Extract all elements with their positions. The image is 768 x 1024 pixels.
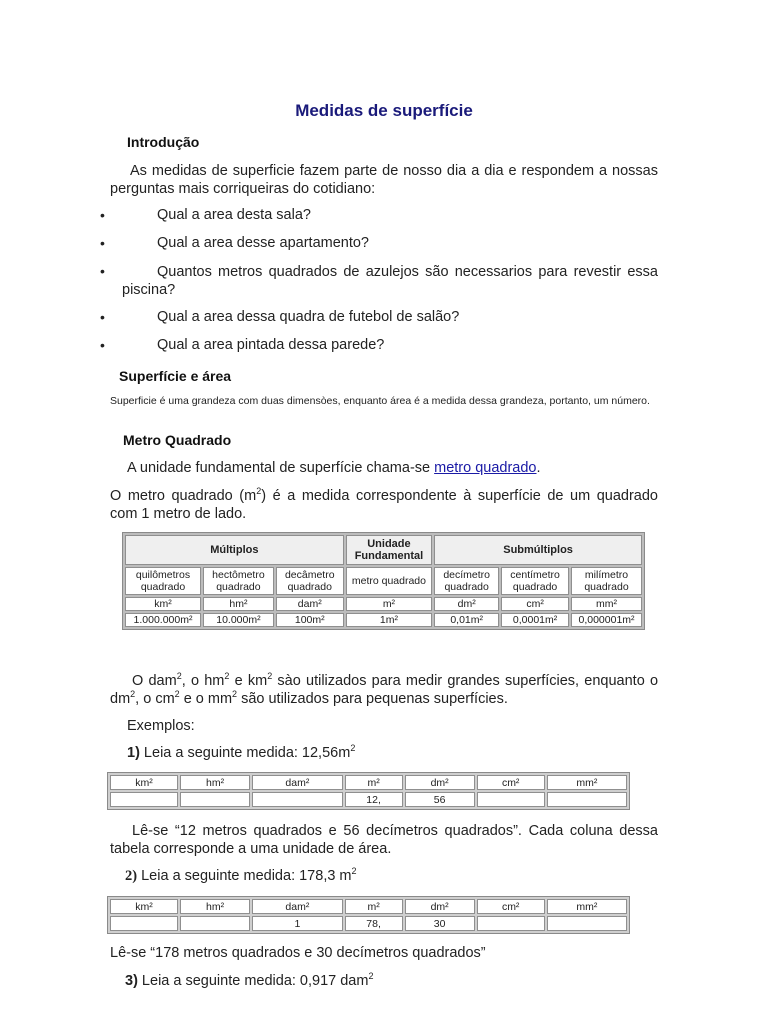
example-2-table (107, 896, 630, 934)
group-multiplos: Múltiplos (125, 535, 344, 565)
unit-name: quilômetros quadrado (125, 567, 201, 595)
unit-name: milímetro quadrado (571, 567, 642, 595)
page-title: Medidas de superfície (295, 101, 473, 120)
table-cell: 56 (405, 792, 475, 807)
table-header-cell: dm² (405, 899, 475, 914)
table-cell (547, 792, 627, 807)
units-table (122, 532, 645, 630)
unit-value: 1.000.000m² (125, 613, 201, 627)
unit-symbol: mm² (571, 597, 642, 611)
example-1: 1) Leia a seguinte medida: $12,56m^2$ (127, 743, 356, 761)
table-header-cell: m² (345, 899, 403, 914)
table-cell: 1 (252, 916, 342, 931)
table-row (125, 535, 642, 565)
table-header-cell: hm² (180, 899, 250, 914)
table-header-cell: km² (110, 899, 178, 914)
metro-heading: Metro Quadrado (123, 432, 232, 448)
question-text: Qual a area desta sala? (157, 207, 311, 223)
intro-text: As medidas de superficie fazem parte de nosso dia a dia e respondem a nossas perguntas mais corriqueiras do cotidiano: (110, 163, 658, 197)
unit-value: 0,000001m² (571, 613, 642, 627)
table-cell (477, 916, 545, 931)
example-1-table (107, 772, 630, 810)
table-row (125, 597, 642, 611)
question-text: Qual a area desse apartamento? (157, 235, 369, 251)
example-1-reading: Lê-se “12 metros quadrados e 56 decímetros quadrados”. Cada coluna dessa tabela corresponde a uma unidade de área. (110, 823, 658, 857)
table-header-cell: cm² (477, 775, 545, 790)
unit-symbol: dm² (434, 597, 499, 611)
unit-value: 1m² (346, 613, 433, 627)
table-row (110, 916, 627, 931)
unit-name: centímetro quadrado (501, 567, 569, 595)
table-cell (547, 916, 627, 931)
unit-name: metro quadrado (346, 567, 433, 595)
example-3: 3) Leia a seguinte medida: 0,917 dam$^2$ (125, 971, 374, 989)
intro-heading: Introdução (127, 134, 200, 150)
table-header-cell: dam² (252, 775, 342, 790)
bullet-icon: • (100, 337, 105, 353)
bullet-icon: • (100, 309, 105, 325)
table-cell (477, 792, 545, 807)
metro-text-1: A unidade fundamental de superfície chama-se metro quadrado. (127, 460, 541, 476)
usage-text: O dam$^2$, o $hm^2$ e $km^2$ sào utilizados para medir grandes superfícies, enquanto o $dm^2$, o $cm^2$ e o $mm^2$ são utilizados para pequenas superfícies. (110, 671, 659, 707)
table-header-cell: mm² (547, 775, 627, 790)
superficie-text: Superficie é uma grandeza com duas dimensòes, enquanto área é a medida dessa grandeza, portanto, um número. (110, 395, 650, 407)
unit-name: decímetro quadrado (434, 567, 499, 595)
table-header-cell: cm² (477, 899, 545, 914)
question-text: Quantos metros quadrados de azulejos são necessarios para revestir essa piscina? (122, 264, 658, 298)
unit-symbol: m² (346, 597, 433, 611)
table-header-cell: dam² (252, 899, 342, 914)
unit-symbol: km² (125, 597, 201, 611)
bullet-icon: • (100, 235, 105, 251)
table-row (125, 613, 642, 627)
table-cell: 12, (345, 792, 403, 807)
unit-name: hectômetro quadrado (203, 567, 274, 595)
unit-symbol: hm² (203, 597, 274, 611)
table-header-cell: mm² (547, 899, 627, 914)
unit-value: 10.000m² (203, 613, 274, 627)
table-cell (110, 792, 178, 807)
table-row (110, 775, 627, 790)
bullet-icon: • (100, 263, 105, 279)
table-header-cell: hm² (180, 775, 250, 790)
question-text: Qual a area dessa quadra de futebol de salão? (157, 309, 460, 325)
unit-name: decâmetro quadrado (276, 567, 344, 595)
table-header-cell: dm² (405, 775, 475, 790)
table-cell (180, 916, 250, 931)
group-submultiplos: Submúltiplos (434, 535, 642, 565)
table-header-cell: m² (345, 775, 403, 790)
unit-value: 100m² (276, 613, 344, 627)
unit-value: 0,01m² (434, 613, 499, 627)
table-cell (252, 792, 342, 807)
metro-text-2: O metro quadrado $(m^2)$ é a medida correspondente à superfície de um quadrado com 1 metro de lado. (110, 486, 658, 522)
question-text: Qual a area pintada dessa parede? (157, 337, 385, 353)
unit-value: 0,0001m² (501, 613, 569, 627)
table-row (110, 792, 627, 807)
metro-quadrado-link[interactable]: metro quadrado (434, 460, 537, 476)
superficie-heading: Superfície e área (119, 368, 232, 384)
example-2: 2) Leia a seguinte medida: 178,3 $m^2$ (125, 866, 357, 884)
table-row (125, 567, 642, 595)
table-header-cell: km² (110, 775, 178, 790)
table-cell: 30 (405, 916, 475, 931)
table-cell (180, 792, 250, 807)
exemplos-label: Exemplos: (127, 718, 195, 734)
table-row (110, 899, 627, 914)
table-cell (110, 916, 178, 931)
group-unidade: Unidade Fundamental (346, 535, 433, 565)
bullet-icon: • (100, 207, 105, 223)
unit-symbol: cm² (501, 597, 569, 611)
example-2-reading: Lê-se “178 metros quadrados e 30 decímetros quadrados” (110, 945, 486, 961)
unit-symbol: dam² (276, 597, 344, 611)
table-cell: 78, (345, 916, 403, 931)
